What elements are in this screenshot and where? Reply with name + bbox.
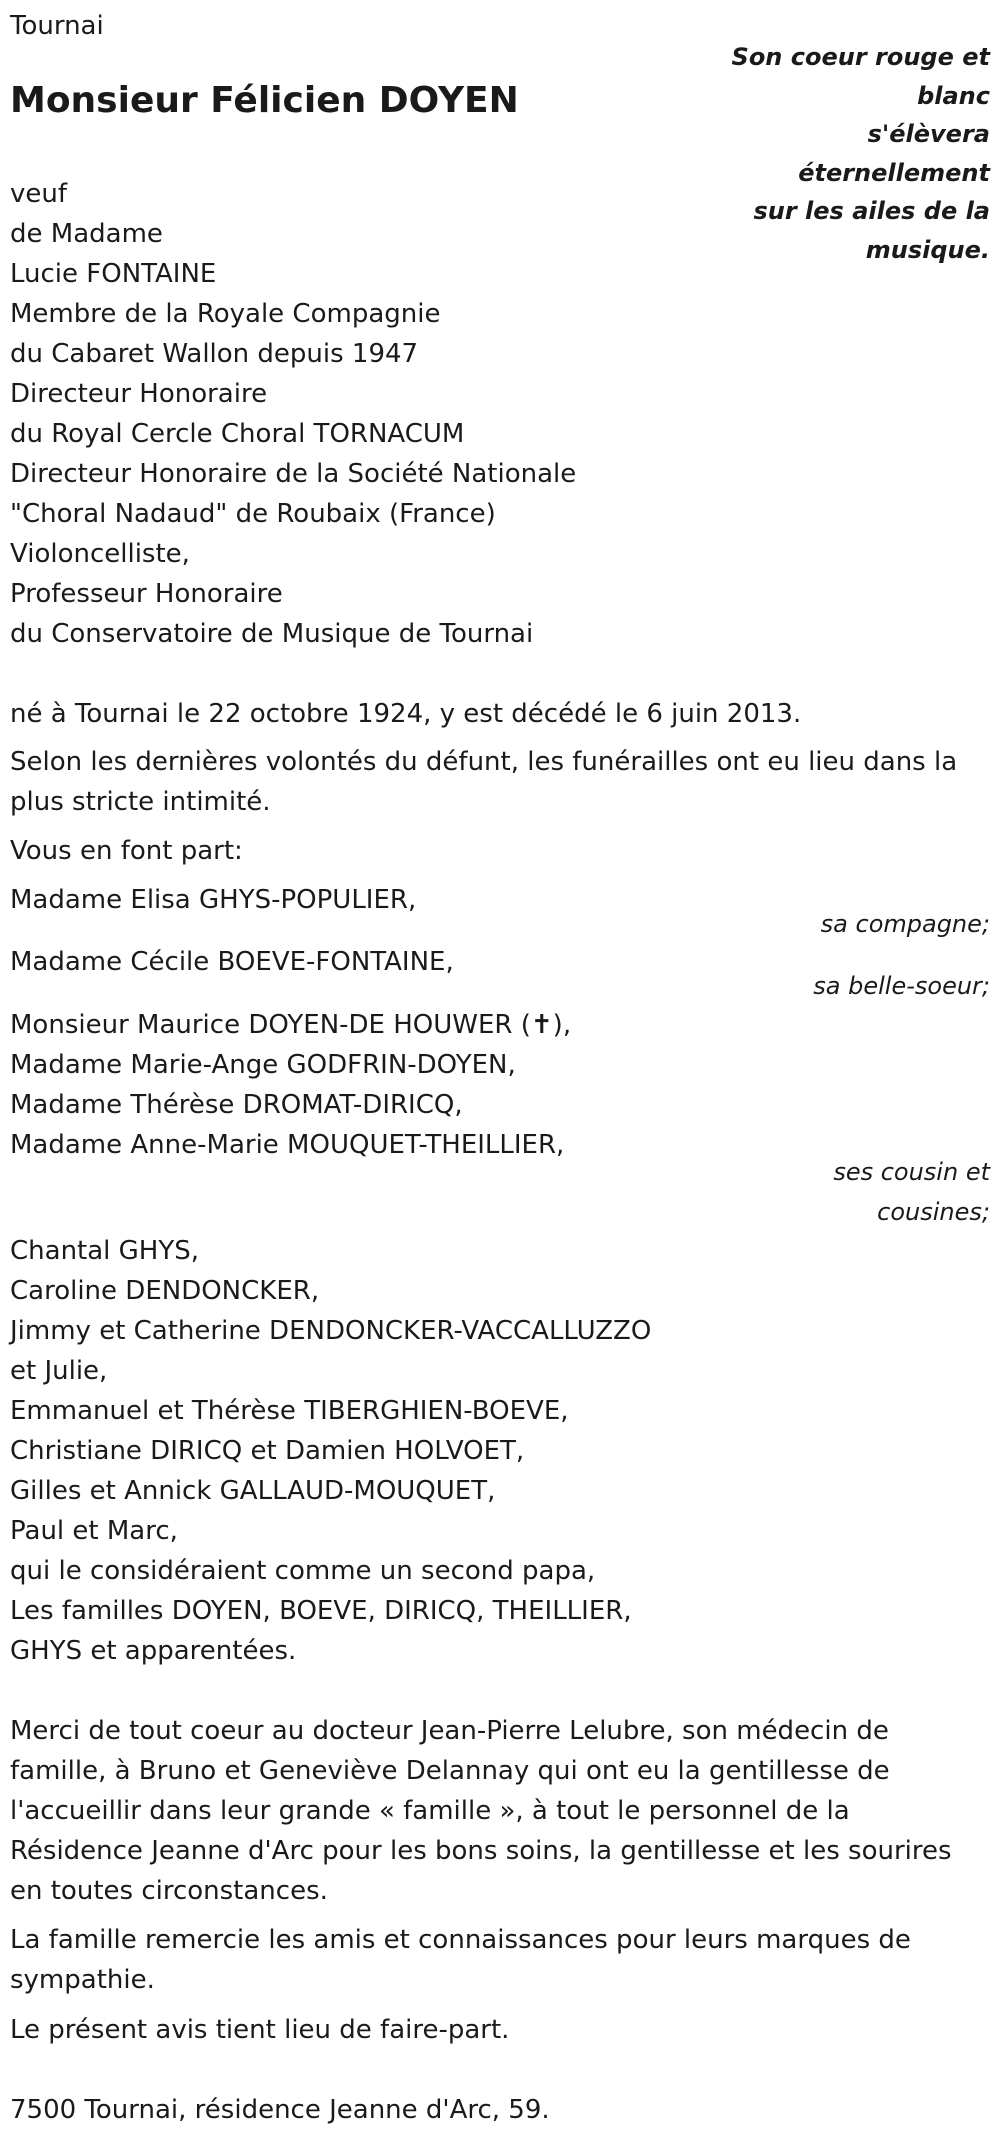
family-member: Madame Elisa GHYS-POPULIER, [10, 885, 417, 915]
epitaph-quote [690, 38, 990, 269]
relation-label: cousines; [877, 1198, 990, 1226]
bio-line: Violoncelliste, [10, 539, 190, 569]
wishes-text: plus stricte intimité. [10, 787, 271, 817]
family-member: Monsieur Maurice DOYEN-DE HOUWER (✝), [10, 1010, 572, 1040]
family-member: Caroline DENDONCKER, [10, 1276, 320, 1306]
sympathy-text: La famille remercie les amis et connaissances pour leurs marques de [10, 1925, 911, 1955]
family-member: et Julie, [10, 1356, 108, 1386]
bio-line: veuf [10, 179, 68, 209]
thanks-line: Résidence Jeanne d'Arc pour les bons soins, la gentillesse et les sourires [10, 1836, 952, 1866]
family-member: Les familles DOYEN, BOEVE, DIRICQ, THEILLIER, [10, 1596, 632, 1626]
thanks-line: l'accueillir dans leur grande « famille », à tout le personnel de la [10, 1796, 850, 1826]
bio-line: Membre de la Royale Compagnie [10, 299, 441, 329]
thanks-line: en toutes circonstances. [10, 1876, 328, 1906]
quote-line: s'élèvera [867, 120, 990, 148]
city-label: Tournai [10, 11, 104, 41]
relation-label: sa belle-soeur; [813, 972, 990, 1000]
wishes-text: Selon les dernières volontés du défunt, les funérailles ont eu lieu dans la [10, 747, 958, 777]
family-member: Gilles et Annick GALLAUD-MOUQUET, [10, 1476, 496, 1506]
family-member: Christiane DIRICQ et Damien HOLVOET, [10, 1436, 525, 1466]
quote-line: éternellement [798, 158, 990, 187]
family-member: Madame Cécile BOEVE-FONTAINE, [10, 947, 454, 977]
thanks-line: Merci de tout coeur au docteur Jean-Pierre Lelubre, son médecin de [10, 1716, 889, 1746]
bio-line: du Royal Cercle Choral TORNACUM [10, 419, 465, 449]
quote-line: Son coeur rouge et [731, 43, 990, 71]
family-member: Madame Thérèse DROMAT-DIRICQ, [10, 1090, 463, 1120]
thanks-line: famille, à Bruno et Geneviève Delannay qui ont eu la gentillesse de [10, 1756, 890, 1786]
family-member: Jimmy et Catherine DENDONCKER-VACCALLUZZO [10, 1316, 652, 1346]
family-member: Paul et Marc, [10, 1516, 178, 1546]
family-member: qui le considéraient comme un second papa, [10, 1556, 596, 1586]
quote-line: blanc [917, 81, 990, 110]
notice-text: Le présent avis tient lieu de faire-part. [10, 2015, 510, 2045]
relation-label: ses cousin et [833, 1158, 990, 1186]
bio-line: Lucie FONTAINE [10, 259, 217, 289]
sympathy-text: sympathie. [10, 1965, 155, 1995]
bio-line: Directeur Honoraire de la Société Nationale [10, 459, 577, 489]
bio-line: du Cabaret Wallon depuis 1947 [10, 339, 419, 369]
quote-line: sur les ailes de la [753, 197, 990, 225]
deceased-name: Monsieur Félicien DOYEN [10, 80, 519, 121]
family-member: Madame Marie-Ange GODFRIN-DOYEN, [10, 1050, 516, 1080]
announce-text: Vous en font part: [10, 836, 243, 866]
family-member: Emmanuel et Thérèse TIBERGHIEN-BOEVE, [10, 1396, 569, 1426]
family-member: Madame Anne-Marie MOUQUET-THEILLIER, [10, 1130, 565, 1160]
birth-death-text: né à Tournai le 22 octobre 1924, y est décédé le 6 juin 2013. [10, 699, 802, 729]
bio-line: Directeur Honoraire [10, 379, 268, 409]
bio-line: de Madame [10, 219, 163, 249]
family-member: Chantal GHYS, [10, 1236, 200, 1266]
address-text: 7500 Tournai, résidence Jeanne d'Arc, 59. [10, 2095, 550, 2125]
bio-line: du Conservatoire de Musique de Tournai [10, 619, 534, 649]
family-member: GHYS et apparentées. [10, 1636, 297, 1666]
bio-line: "Choral Nadaud" de Roubaix (France) [10, 499, 496, 529]
relation-label: sa compagne; [820, 910, 990, 938]
quote-line: musique. [865, 235, 990, 264]
bio-line: Professeur Honoraire [10, 579, 283, 609]
